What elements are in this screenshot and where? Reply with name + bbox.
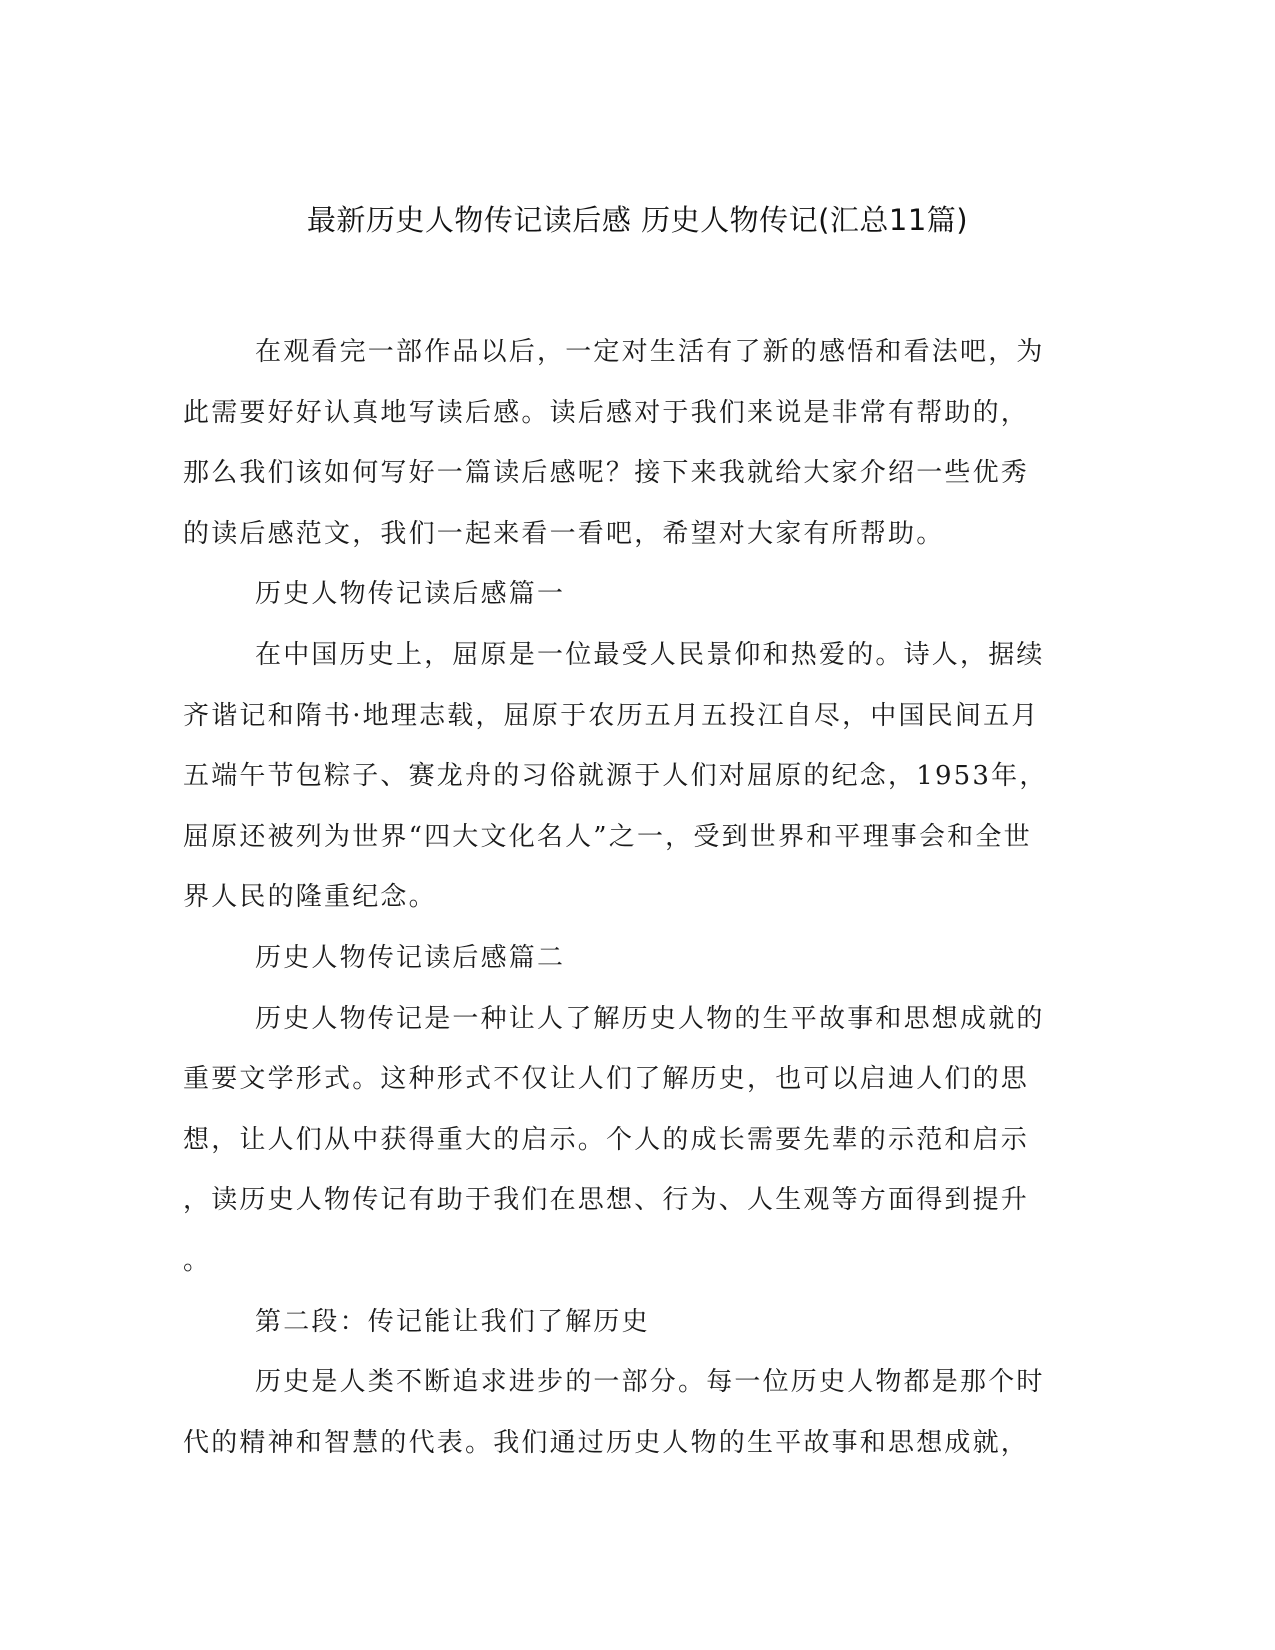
section-heading-2: 历史人物传记读后感篇二 <box>255 942 566 973</box>
text-line-4: 的读后感范文，我们一起来看一看吧，希望对大家有所帮助。 <box>183 518 945 549</box>
document-title: 最新历史人物传记读后感 历史人物传记(汇总11篇) <box>306 203 969 237</box>
text-line-18: 历史是人类不断追求进步的一部分。每一位历史人物都是那个时 <box>255 1367 1045 1398</box>
text-line-1: 在观看完一部作品以后，一定对生活有了新的感悟和看法吧，为 <box>255 337 1045 367</box>
section-heading-1: 历史人物传记读后感篇一 <box>255 579 566 610</box>
text-line-13: 重要文学形式。这种形式不仅让人们了解历史，也可以启迪人们的思 <box>183 1064 1030 1095</box>
text-line-8: 五端午节包粽子、赛龙舟的习俗就源于人们对屈原的纪念，1953年， <box>183 761 1048 792</box>
text-line-10: 界人民的隆重纪念。 <box>183 882 437 913</box>
text-line-9: 屈原还被列为世界“四大文化名人”之一，受到世界和平理事会和全世 <box>183 821 1032 852</box>
text-line-14: 想，让人们从中获得重大的启示。个人的成长需要先辈的示范和启示 <box>183 1124 1030 1155</box>
text-line-19: 代的精神和智慧的代表。我们通过历史人物的生平故事和思想成就， <box>183 1427 1030 1458</box>
document-body <box>183 322 1083 1473</box>
text-line-2: 此需要好好认真地写读后感。读后感对于我们来说是非常有帮助的， <box>183 397 1030 428</box>
text-line-15: ，读历史人物传记有助于我们在思想、行为、人生观等方面得到提升 <box>183 1185 1030 1216</box>
text-line-6: 在中国历史上，屈原是一位最受人民景仰和热爱的。诗人，据续 <box>255 639 1045 670</box>
text-line-3: 那么我们该如何写好一篇读后感呢？接下来我就给大家介绍一些优秀 <box>183 458 1030 489</box>
text-line-7: 齐谐记和隋书·地理志载，屈原于农历五月五投江自尽，中国民间五月 <box>183 700 1040 731</box>
text-line-12: 历史人物传记是一种让人了解历史人物的生平故事和思想成就的 <box>255 1003 1045 1034</box>
text-line-16: 。 <box>183 1245 212 1276</box>
section-heading-3: 第二段：传记能让我们了解历史 <box>255 1306 650 1337</box>
